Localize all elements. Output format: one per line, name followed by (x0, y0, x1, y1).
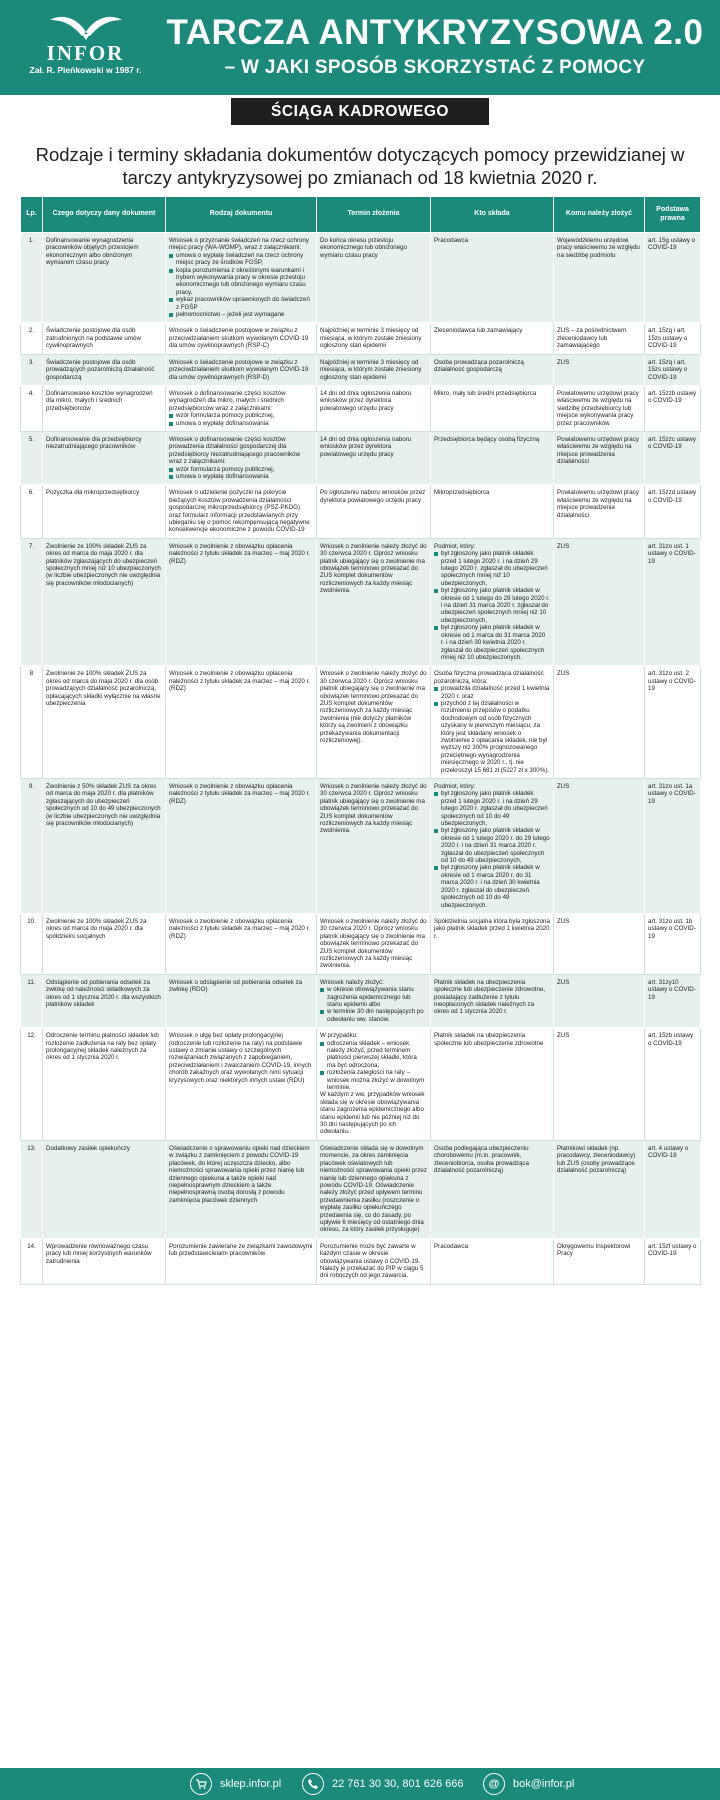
submitter: Mikro, mały lub średni przedsiębiorca (434, 389, 537, 397)
attachment-item: umowa o wypłatę dofinansowania (169, 473, 313, 480)
submitter-condition-item: był zgłoszony jako płatnik składek w okresie od 1 marca 2020 r. do 31 marca 2020 r. i na dzień 30 kwietnia 2020 r. zgłaszał do ubezpieczeń społecznych od 10 do 49 ubezpieczonych. (434, 864, 550, 908)
table-row (21, 1238, 701, 1284)
row-subject: Dofinansowanie wynagrodzenia pracowników objętych przestojem ekonomicznym albo obniżonym wymiarem czasu pracy (46, 237, 139, 267)
row-subject: Odstąpienie od pobierania odsetek za zwłokę od należności składkowych za okres od 1 stycznia 2020 r. dla wszystkich płatników składek (46, 978, 161, 1008)
table-row (21, 913, 701, 974)
cell-who (431, 1140, 554, 1238)
cell-lp (21, 974, 43, 1027)
cell-lp (21, 354, 43, 385)
cell-who (431, 913, 554, 974)
cell-lp (21, 485, 43, 538)
recipient: ZUS (557, 358, 570, 366)
cell-legal-basis (645, 323, 701, 354)
row-subject: Świadczenie postojowe dla osób prowadzących pozarolniczą działalność gospodarczą (46, 358, 155, 381)
cell-to-whom (554, 485, 645, 538)
cell-document (166, 1238, 317, 1284)
cell-what (43, 666, 166, 779)
cell-lp (21, 431, 43, 484)
deadline-text: Wniosek o zwolnienie należy złożyć do 30 czerwca 2020 r. Oprócz wniosku płatnik ubiegający się o zwolnienie ma obowiązek terminowo przekazać do ZUS komplet dokumentów rozliczeniowych za każdy miesiąc zwolnienia. (320, 542, 427, 595)
cell-lp (21, 385, 43, 431)
cell-deadline (317, 974, 431, 1027)
cell-what (43, 323, 166, 354)
row-number: 7. (28, 542, 35, 550)
row-number: 1. (28, 237, 35, 244)
cell-document (166, 913, 317, 974)
cell-deadline (317, 431, 431, 484)
row-subject: Świadczenie postojowe dla osób zatrudnionych na podstawie umów cywilnoprawnych (46, 327, 141, 350)
deadline-note: W każdym z ww. przypadków wniosek składa się w okresie obowiązywania stanu zagrożenia epidemicznego albo stanu epidemii lub nie później niż do 30 dni następujących po ich odwołaniu. (320, 1091, 425, 1136)
cell-document (166, 666, 317, 779)
cell-deadline (317, 233, 431, 323)
table-row (21, 666, 701, 779)
deadline-text: Do końca okresu przestoju ekonomicznego lub obniżonego wymiaru czasu pracy (320, 237, 408, 259)
table-row (21, 538, 701, 666)
deadline-text: Wniosek należy złożyć: (320, 978, 384, 986)
legal-basis: art. 15zb ustawy o COVID-19 (648, 1032, 694, 1047)
cell-who (431, 233, 554, 323)
recipient: ZUS (557, 1032, 570, 1040)
deadline-option-item: w terminie 30 dni następujących po odwołaniu ww. stanów. (320, 1008, 427, 1023)
table-row (21, 1140, 701, 1238)
cell-document (166, 1028, 317, 1141)
cell-what (43, 1238, 166, 1284)
cell-legal-basis (645, 354, 701, 385)
deadline-text: 14 dni od dnia ogłoszenia naboru wniosków przez dyrektora powiatowego urzędu pracy (320, 389, 412, 412)
cell-what (43, 1028, 166, 1141)
cell-lp (21, 233, 43, 323)
recipient: ZUS – za pośrednictwem zleceniodawcy lub zamawiającego (557, 327, 627, 350)
cell-lp (21, 538, 43, 666)
deadline-text: 14 dni od dnia ogłoszenia naboru wniosków przez dyrektora powiatowego urzędu pracy (320, 435, 412, 458)
brand-name: INFOR (46, 41, 125, 65)
document-type: Wniosek o dofinansowanie części kosztów wynagrodzeń dla mikro, małych i średnich przedsiębiorców wraz z załącznikami: (169, 389, 286, 412)
cell-lp (21, 666, 43, 779)
recipient: ZUS (557, 542, 570, 550)
deadline-text: Wniosek o zwolnienie należy złożyć do 30 czerwca 2020 r. Oprócz wniosku płatnik ubiegający się o zwolnienie ma obowiązek terminowo przekazać do ZUS komplet dokumentów rozliczeniowych za każdy miesiąc zwolnienia. (320, 917, 427, 970)
cell-legal-basis (645, 538, 701, 666)
submitter: Podmiot, który: (434, 783, 476, 790)
row-number: 12. (27, 1032, 36, 1040)
legal-basis: art. 15zq i art. 15zs ustawy o COVID-19 (648, 327, 688, 350)
attachment-item: kopia porozumienia z określonymi warunkami i trybem wykonywania pracy w okresie przestoju ekonomicznego lub obniżonego wymiaru czasu pracy, (169, 267, 313, 297)
attachment-item: umowa o wypłatę świadczeń na rzecz ochrony miejsc pracy ze środków FGŚP, (169, 252, 313, 267)
cell-deadline (317, 779, 431, 914)
cell-to-whom (554, 666, 645, 779)
cell-deadline (317, 666, 431, 779)
table-row (21, 974, 701, 1027)
cell-to-whom (554, 323, 645, 354)
documents-table (20, 196, 700, 1285)
brand-established: Zał. R. Pieńkowski w 1987 r. (29, 65, 142, 75)
cell-what (43, 431, 166, 484)
table-row (21, 354, 701, 385)
table-row (21, 323, 701, 354)
document-heading-line1: Rodzaje i terminy składania dokumentów dotyczących pomocy przewidzianej (35, 144, 666, 165)
legal-basis: art. 31zo ust. 2 ustawy o COVID-19 (648, 670, 696, 693)
cell-lp (21, 913, 43, 974)
submitter-condition-list (434, 685, 550, 774)
table-row (21, 233, 701, 323)
cell-document (166, 354, 317, 385)
cell-to-whom (554, 913, 645, 974)
cell-what (43, 233, 166, 323)
eagle-logo-icon (46, 10, 126, 42)
cell-document (166, 538, 317, 666)
submitter: Płatnik składek na ubezpieczenia społeczne lub ubezpieczenie zdrowotne, posiadający zadłużenie z tytułu nieopłaconych składek należnych za okres od 1 stycznia 2020 r. (434, 978, 546, 1016)
legal-basis: art. 15g ustawy o COVID-19 (648, 237, 696, 252)
cell-to-whom (554, 233, 645, 323)
submitter: Podmiot, który: (434, 542, 476, 550)
submitter: Przedsiębiorca będący osobą fizyczną (434, 435, 540, 443)
table-row (21, 485, 701, 538)
cell-legal-basis (645, 779, 701, 914)
document-type: Porozumienie zawierane ze związkami zawodowymi lub przedstawicielami pracowników (169, 1242, 313, 1258)
legal-basis: art. 15zzc ustawy o COVID-19 (648, 435, 696, 451)
column-header-document: Rodzaj dokumentu (166, 197, 317, 233)
document-type: Wniosek o dofinansowanie części kosztów prowadzenia działalności gospodarczej dla przedsiębiorcy niezatrudniającego pracowników wraz z załącznikami: (169, 435, 301, 466)
deadline-text: W przypadku: (320, 1032, 358, 1040)
cell-legal-basis (645, 666, 701, 779)
section-badge: ŚCIĄGA KADROWEGO (231, 98, 489, 125)
row-subject: Zwolnienie ze 100% składek ZUS za okres od marca do maja 2020 r. dla płatników zgłaszających do ubezpieczeń społecznych mniej niż 10 ubezpieczonych (w liczbie ubezpieczonych nie uwzględnia się pracowników młodocianych) (46, 542, 161, 587)
cell-legal-basis (645, 1140, 701, 1238)
legal-basis: art. 31zo ust. 1b ustawy o COVID-19 (648, 917, 696, 940)
cell-document (166, 779, 317, 914)
submitter-condition-item: był zgłoszony jako płatnik składek przed 1 lutego 2020 r. i na dzień 29 lutego 2020 r. zgłaszał do ubezpieczeń społecznych mniej niż 10 ubezpieczonych, (434, 550, 550, 587)
cell-document (166, 1140, 317, 1238)
cell-legal-basis (645, 1028, 701, 1141)
legal-basis: art. 15zq i art. 15zs ustawy o COVID-19 (648, 358, 688, 381)
cell-what (43, 1140, 166, 1238)
row-number: 6. (28, 489, 35, 497)
column-header-lp: Lp. (21, 197, 43, 233)
row-subject: Pożyczka dla mikroprzedsiębiorcy (46, 489, 140, 497)
cell-legal-basis (645, 1238, 701, 1284)
email-link[interactable] (483, 1772, 574, 1796)
table-row (21, 779, 701, 914)
cell-who (431, 538, 554, 666)
cell-document (166, 385, 317, 431)
row-number: 14. (27, 1242, 36, 1250)
cell-legal-basis (645, 385, 701, 431)
table-row (21, 385, 701, 431)
phone-numbers: 22 761 30 30, 801 626 666 (332, 1778, 464, 1790)
deadline-option-list (320, 1040, 427, 1092)
recipient: Powiatowemu urzędowi pracy właściwemu ze względu na miejsce prowadzenia działalności (557, 435, 639, 466)
recipient: ZUS (557, 978, 570, 986)
cell-to-whom (554, 354, 645, 385)
cell-document (166, 431, 317, 484)
column-header-who: Kto składa (431, 197, 554, 233)
attachment-list (169, 412, 313, 427)
deadline-option-item: w okresie obowiązywania stanu zagrożenia epidemicznego lub stanu epidemii albo (320, 986, 427, 1008)
table-header-row (21, 197, 701, 233)
legal-basis: art. 15zzb ustawy o COVID-19 (648, 389, 697, 405)
table-row (21, 431, 701, 484)
submitter-condition-item: prowadziła działalność przed 1 kwietnia 2020 r. oraz (434, 685, 550, 700)
row-number: 9. (28, 783, 35, 790)
submitter-condition-item: był zgłoszony jako płatnik składek w okresie od 1 marca do 31 marca 2020 r. i na dzień 30 kwietnia 2020 r. zgłaszał do ubezpieczeń społecznych mniej niż 10 ubezpieczonych. (434, 624, 550, 661)
document-type: Wniosek o przyznanie świadczeń na rzecz ochrony miejsc pracy (WA-WOMP), wraz z załącznikami: (169, 237, 309, 252)
attachment-item: wzór formularza pomocy publicznej, (169, 412, 313, 419)
deadline-text: Wniosek o zwolnienie należy złożyć do 30 czerwca 2020 r. Oprócz wniosku płatnik ubiegający się o zwolnienie ma obowiązek terminowo przekazać do ZUS komplet dokumentów rozliczeniowych za każdy miesiąc zwolnienia (nie dotyczy płatników którzy są zwolnieni z obowiązku przekazywania dokumentacji rozliczeniowej). (320, 670, 427, 744)
row-subject: Odroczenie terminu płatności składek lub rozłożenie zadłużenia na raty bez opłaty prolongacyjnej składek należnych za okres od 1 stycznia 2020 r. (46, 1032, 159, 1062)
submitter: Osoba podlegająca ubezpieczeniu chorobowemu (m.in. pracownik, zleceniobiorca, osoba prowadząca działalność pozarolniczą) (434, 1144, 529, 1175)
cell-legal-basis (645, 485, 701, 538)
legal-basis: art. 31zo ust. 1 ustawy o COVID-19 (648, 542, 696, 565)
table-row (21, 1028, 701, 1141)
row-number: 13. (27, 1144, 36, 1152)
legal-basis: art. 15zzd ustawy o COVID-19 (648, 489, 697, 504)
cell-legal-basis (645, 431, 701, 484)
cell-who (431, 385, 554, 431)
recipient: ZUS (557, 670, 570, 678)
document-type: Wniosek o świadczenie postojowe w związku z przeciwdziałaniem skutkom wywołanym COVID-19 dla umów cywilnoprawnych (RSP-C) (169, 327, 309, 350)
legal-basis: art. 4 ustawy o COVID-19 (648, 1144, 689, 1160)
row-subject: Zwolnienie ze 100% składek ZUS za okres od marca do maja 2020 r. dla spółdzielni socjalnych (46, 917, 147, 940)
cell-deadline (317, 354, 431, 385)
cell-to-whom (554, 1028, 645, 1141)
column-header-legal-basis: Podstawa prawna (645, 197, 701, 233)
submitter-condition-item: był zgłoszony jako płatnik składek w okresie od 1 lutego do 29 lutego 2020 r. i na dzień 31 marca 2020 r. zgłaszał do ubezpieczeń społecznych mniej niż 10 ubezpieczonych, (434, 587, 550, 624)
cell-lp (21, 779, 43, 914)
column-header-what: Czego dotyczy dany dokument (43, 197, 166, 233)
row-subject: Dodatkowy zasiłek opiekuńczy (46, 1144, 130, 1152)
cell-deadline (317, 323, 431, 354)
cell-to-whom (554, 974, 645, 1027)
document-type: Wniosek o ulgę bez opłaty prolongacyjnej (odroczenie lub rozłożenie na raty) na podstawie ustawy o zmianie ustawy o szczególnych rozwiązaniach związanych z zapobieganiem, przeciwdziałaniem i zwalczaniem COVID-19, innych chorób zakaźnych oraz wywołanych nimi sytuacji kryzysowych oraz niektórych innych ustaw (RDU) (169, 1032, 312, 1084)
attachment-item: pełnomocnictwo – jeżeli jest wymagane (169, 311, 313, 318)
row-number: 4. (28, 389, 35, 397)
row-subject: Zwolnienie ze 100% składek ZUS za okres od marca do maja 2020 r. dla osób prowadzących działalność pozarolniczą, opłacających składki wyłącznie na własne ubezpieczenia (46, 670, 161, 707)
submitter: Zleceniodawca lub zamawiający (434, 327, 523, 335)
cell-what (43, 354, 166, 385)
deadline-text: Porozumienie może być zawarte w każdym czasie w okresie obowiązywania ustawy o COVID-19. Należy je przekazać do PIP w ciągu 5 dni roboczych od jego zawarcia. (320, 1242, 424, 1280)
document-type: Wniosek o udzielenie pożyczki na pokrycie bieżących kosztów prowadzenia działalności gospodarczej mikroprzedsiębiorcy (PSZ-PKDG) oraz formularz informacji przedstawianych przy ubieganiu się o pomoc rekompensującą negatywne konsekwencje ekonomiczne z powodu COVID-19 (169, 489, 310, 534)
cell-document (166, 974, 317, 1027)
row-subject: Dofinansowanie dla przedsiębiorcy niezatrudniającego pracowników (46, 435, 142, 451)
page-header (0, 0, 720, 125)
cell-to-whom (554, 538, 645, 666)
row-number: 2. (28, 327, 35, 335)
document-type: Wniosek o zwolnienie z obowiązku opłacenia należności z tytułu składek za marzec – maj 2020 r. (RDZ) (169, 917, 311, 940)
recipient: Płatnikowi składek (np. pracodawcy, zleceniodawcy) lub ZUS (osoby prowadzące działalność pozarolniczą) (557, 1144, 636, 1175)
document-type: Oświadczenie o sprawowaniu opieki nad dzieckiem w związku z zamknięciem z powodu COVID-19 placówek, do której uczęszcza dziecko, albo niemożności sprawowania opieki przez nianię lub dziennego opiekuna a także opieki nad niepełnosprawnym dzieckiem a także niepełnosprawną osobą dorosłą z powodu zamknięcia placówek dziennych (169, 1144, 310, 1204)
recipient: Powiatowemu urzędowi pracy właściwemu ze względu na siedzibę przedsiębiorcy lub miejsce wykonywania pracy przez pracowników (557, 389, 639, 427)
cell-deadline (317, 1238, 431, 1284)
cell-deadline (317, 1140, 431, 1238)
recipient: Okręgowemu Inspektorowi Pracy (557, 1242, 631, 1258)
cell-legal-basis (645, 233, 701, 323)
cell-legal-basis (645, 974, 701, 1027)
cell-who (431, 1238, 554, 1284)
cell-lp (21, 1140, 43, 1238)
cell-document (166, 233, 317, 323)
recipient: Wojewódzkiemu urzędowi pracy właściwemu ze względu na siedzibę podmiotu (557, 237, 640, 259)
cell-to-whom (554, 1140, 645, 1238)
cart-icon (190, 1773, 212, 1795)
submitter-condition-item: był zgłoszony jako płatnik składek przed 1 lutego 2020 r. i na dzień 29 lutego 2020 r. zgłaszał do ubezpieczeń społecznych od 10 do 49 ubezpieczonych, (434, 790, 550, 827)
cell-deadline (317, 538, 431, 666)
document-type: Wniosek o zwolnienie z obowiązku opłacenia należności z tytułu składek za marzec – maj 2020 r. (RDZ) (169, 670, 311, 693)
deadline-text: Najpóźniej w terminie 3 miesięcy od miesiąca, w którym zostałe zniesiony ogłoszony stan epidemii (320, 327, 422, 350)
attachment-list (169, 252, 313, 319)
shop-link[interactable] (190, 1772, 281, 1796)
document-type: Wniosek o zwolnienie z obowiązku opłacenia należności z tytułu składek za marzec – maj 2020 r. (RDZ) (169, 783, 311, 805)
cell-deadline (317, 385, 431, 431)
email-address: bok@infor.pl (513, 1778, 575, 1790)
row-number: 11. (27, 978, 36, 986)
attachment-list (169, 466, 313, 481)
cell-document (166, 323, 317, 354)
cell-who (431, 354, 554, 385)
row-subject: Zwolnienie z 50% składek ZUS za okres od marca do maja 2020 r. dla płatników zgłaszających do ubezpieczeń społecznych od 10 do 49 ubezpieczonych (w liczbie ubezpieczonych nie uwzględnia się pracowników młodocianych) (46, 783, 161, 828)
column-header-to-whom: Komu należy złożyć (554, 197, 645, 233)
cell-deadline (317, 485, 431, 538)
cell-who (431, 485, 554, 538)
shop-url: sklep.infor.pl (220, 1778, 282, 1790)
cell-what (43, 538, 166, 666)
submitter: Płatnik składek na ubezpieczenia społeczne lub ubezpieczenie zdrowotne (434, 1032, 544, 1047)
cell-lp (21, 1028, 43, 1141)
cell-to-whom (554, 779, 645, 914)
page-subtitle: – W JAKI SPOSÓB SKORZYSTAĆ Z POMOCY (224, 57, 646, 78)
recipient: ZUS (557, 783, 570, 790)
document-type: Wniosek o odstąpienie od pobierania odsetek za zwłokę (RDO) (169, 978, 303, 994)
submitter: Mikroprzedsiębiorca (434, 489, 490, 497)
submitter: Osoba fizyczna prowadząca działalność pozarolniczą, która: (434, 670, 544, 685)
submitter: Pracodawca (434, 237, 469, 244)
deadline-option-item: rozłożenia zaległości na raty – wniosek można złożyć w dowolnym terminie. (320, 1069, 427, 1091)
submitter: Osoba prowadząca pozarolniczą działalność gospodarczą (434, 358, 524, 374)
page-footer (0, 1768, 720, 1800)
deadline-option-list (320, 986, 427, 1023)
cell-who (431, 779, 554, 914)
cell-lp (21, 323, 43, 354)
row-number: 3. (28, 358, 35, 366)
cell-what (43, 779, 166, 914)
attachment-item: wzór formularza pomocy publicznej, (169, 466, 313, 473)
cell-who (431, 1028, 554, 1141)
document-heading-line2: w tarczy antykryzysowej po zmianach od 18 kwietnia 2020 r. (122, 144, 685, 188)
at-icon: @ (483, 1773, 505, 1795)
recipient: ZUS (557, 917, 570, 925)
cell-who (431, 666, 554, 779)
legal-basis: art. 15zf ustawy o COVID-19 (648, 1242, 697, 1258)
submitter-condition-list (434, 550, 550, 661)
recipient: Powiatowemu urzędowi pracy właściwemu ze względu na miejsce prowadzenia działalności (557, 489, 639, 519)
row-number: 10. (27, 917, 36, 925)
deadline-text: Najpóźniej w terminie 3 miesięcy od miesiąca, w którym zostałe zniesiony ogłoszony stan epidemii (320, 358, 422, 381)
cell-legal-basis (645, 913, 701, 974)
document-type: Wniosek o zwolnienie z obowiązku opłacenia należności z tytułu składek za marzec – maj 2020 r. (RDZ) (169, 542, 311, 565)
cell-deadline (317, 913, 431, 974)
deadline-text: Po ogłoszeniu naboru wniosków przez dyrektora powiatowego urzędu pracy (320, 489, 426, 504)
cell-to-whom (554, 1238, 645, 1284)
phone-link[interactable] (302, 1772, 464, 1796)
submitter: Pracodawca (434, 1242, 469, 1250)
document-type: Wniosek o świadczenie postojowe w związku z przeciwdziałaniem skutkom wywołanym COVID-19 dla umów cywilnoprawnych (RSP-D) (169, 358, 309, 381)
cell-who (431, 974, 554, 1027)
infor-logo[interactable] (18, 10, 153, 82)
cell-document (166, 485, 317, 538)
phone-icon (302, 1773, 324, 1795)
cell-lp (21, 1238, 43, 1284)
cell-who (431, 431, 554, 484)
submitter-condition-item: przychód z tej działalności w rozumieniu przepisów o podatku dochodowym od osób fizycznych uzyskany w pierwszym miesiącu, za który jest składany wniosek o zwolnienie z opłacania składek, nie był wyższy niż 300% prognozowanego przeciętnego wynagrodzenia miesięcznego w 2020 r., tj. nie przekroczył 15 681 zł (5227 zł x 300%). (434, 700, 550, 774)
cell-to-whom (554, 385, 645, 431)
row-subject: Dofinansowanie kosztów wynagrodzeń dla mikro, małych i średnich przedsiębiorców (46, 389, 153, 412)
attachment-item: umowa o wypłatę dofinansowania (169, 420, 313, 427)
cell-deadline (317, 1028, 431, 1141)
column-header-deadline: Termin złożenia (317, 197, 431, 233)
submitter-condition-item: był zgłoszony jako płatnik składek w okresie od 1 lutego 2020 r. do 29 lutego 2020 r. i na dzień 31 marca 2020 r. zgłaszał do ubezpieczeń społecznych od 10 do 49 ubezpieczonych, (434, 827, 550, 864)
deadline-option-item: odroczenia składek – wniosek należy złożyć, przed terminem płatności pierwszej składki, która ma być odroczona, (320, 1040, 427, 1070)
document-heading (20, 143, 700, 189)
cell-what (43, 485, 166, 538)
submitter-condition-list (434, 790, 550, 909)
cell-to-whom (554, 431, 645, 484)
page-title: TARCZA ANTYKRYZYSOWA 2.0 (166, 13, 704, 52)
attachment-item: wykaz pracowników uprawnionych do świadczeń z FGŚP (169, 296, 313, 311)
deadline-text: Oświadczenie składa się w dowolnym momencie, za okres zamknięcia placówek oświatowych lub niemożności sprawowania opieki przez nianię lub dziennego opiekuna z powodu COVID-19. Oświadczenie należy złożyć przed upływem terminu przedawnienia zasiłku (roszczenie o wypłatę zasiłku opiekuńczego przedawnia się, co do zasady, po upływie 6 miesięcy od ostatniego dnia okresu, za który zasiłek przysługuje) (320, 1144, 427, 1234)
legal-basis: art. 31zo ust. 1a ustawy o COVID-19 (648, 783, 696, 805)
legal-basis: art. 31zy10 ustawy o COVID-19 (648, 978, 696, 1001)
submitter: Spółdzielnia socjalna która była zgłoszona jako płatnik składek przed 1 kwietnia 2020 r. (434, 917, 550, 940)
deadline-text: Wniosek o zwolnienie należy złożyć do 30 czerwca 2020 r. Oprócz wniosku płatnik ubiegający się o zwolnienie ma obowiązek terminowo przekazać do ZUS komplet dokumentów rozliczeniowych za każdy miesiąc zwolnienia. (320, 783, 427, 835)
cell-what (43, 974, 166, 1027)
row-number: 5. (28, 435, 35, 443)
row-subject: Wprowadzenie równoważnego czasu pracy lub mniej korzystnych warunków zatrudnienia (46, 1242, 152, 1265)
row-number: 8 (29, 670, 34, 678)
cell-what (43, 385, 166, 431)
cell-who (431, 323, 554, 354)
cell-what (43, 913, 166, 974)
